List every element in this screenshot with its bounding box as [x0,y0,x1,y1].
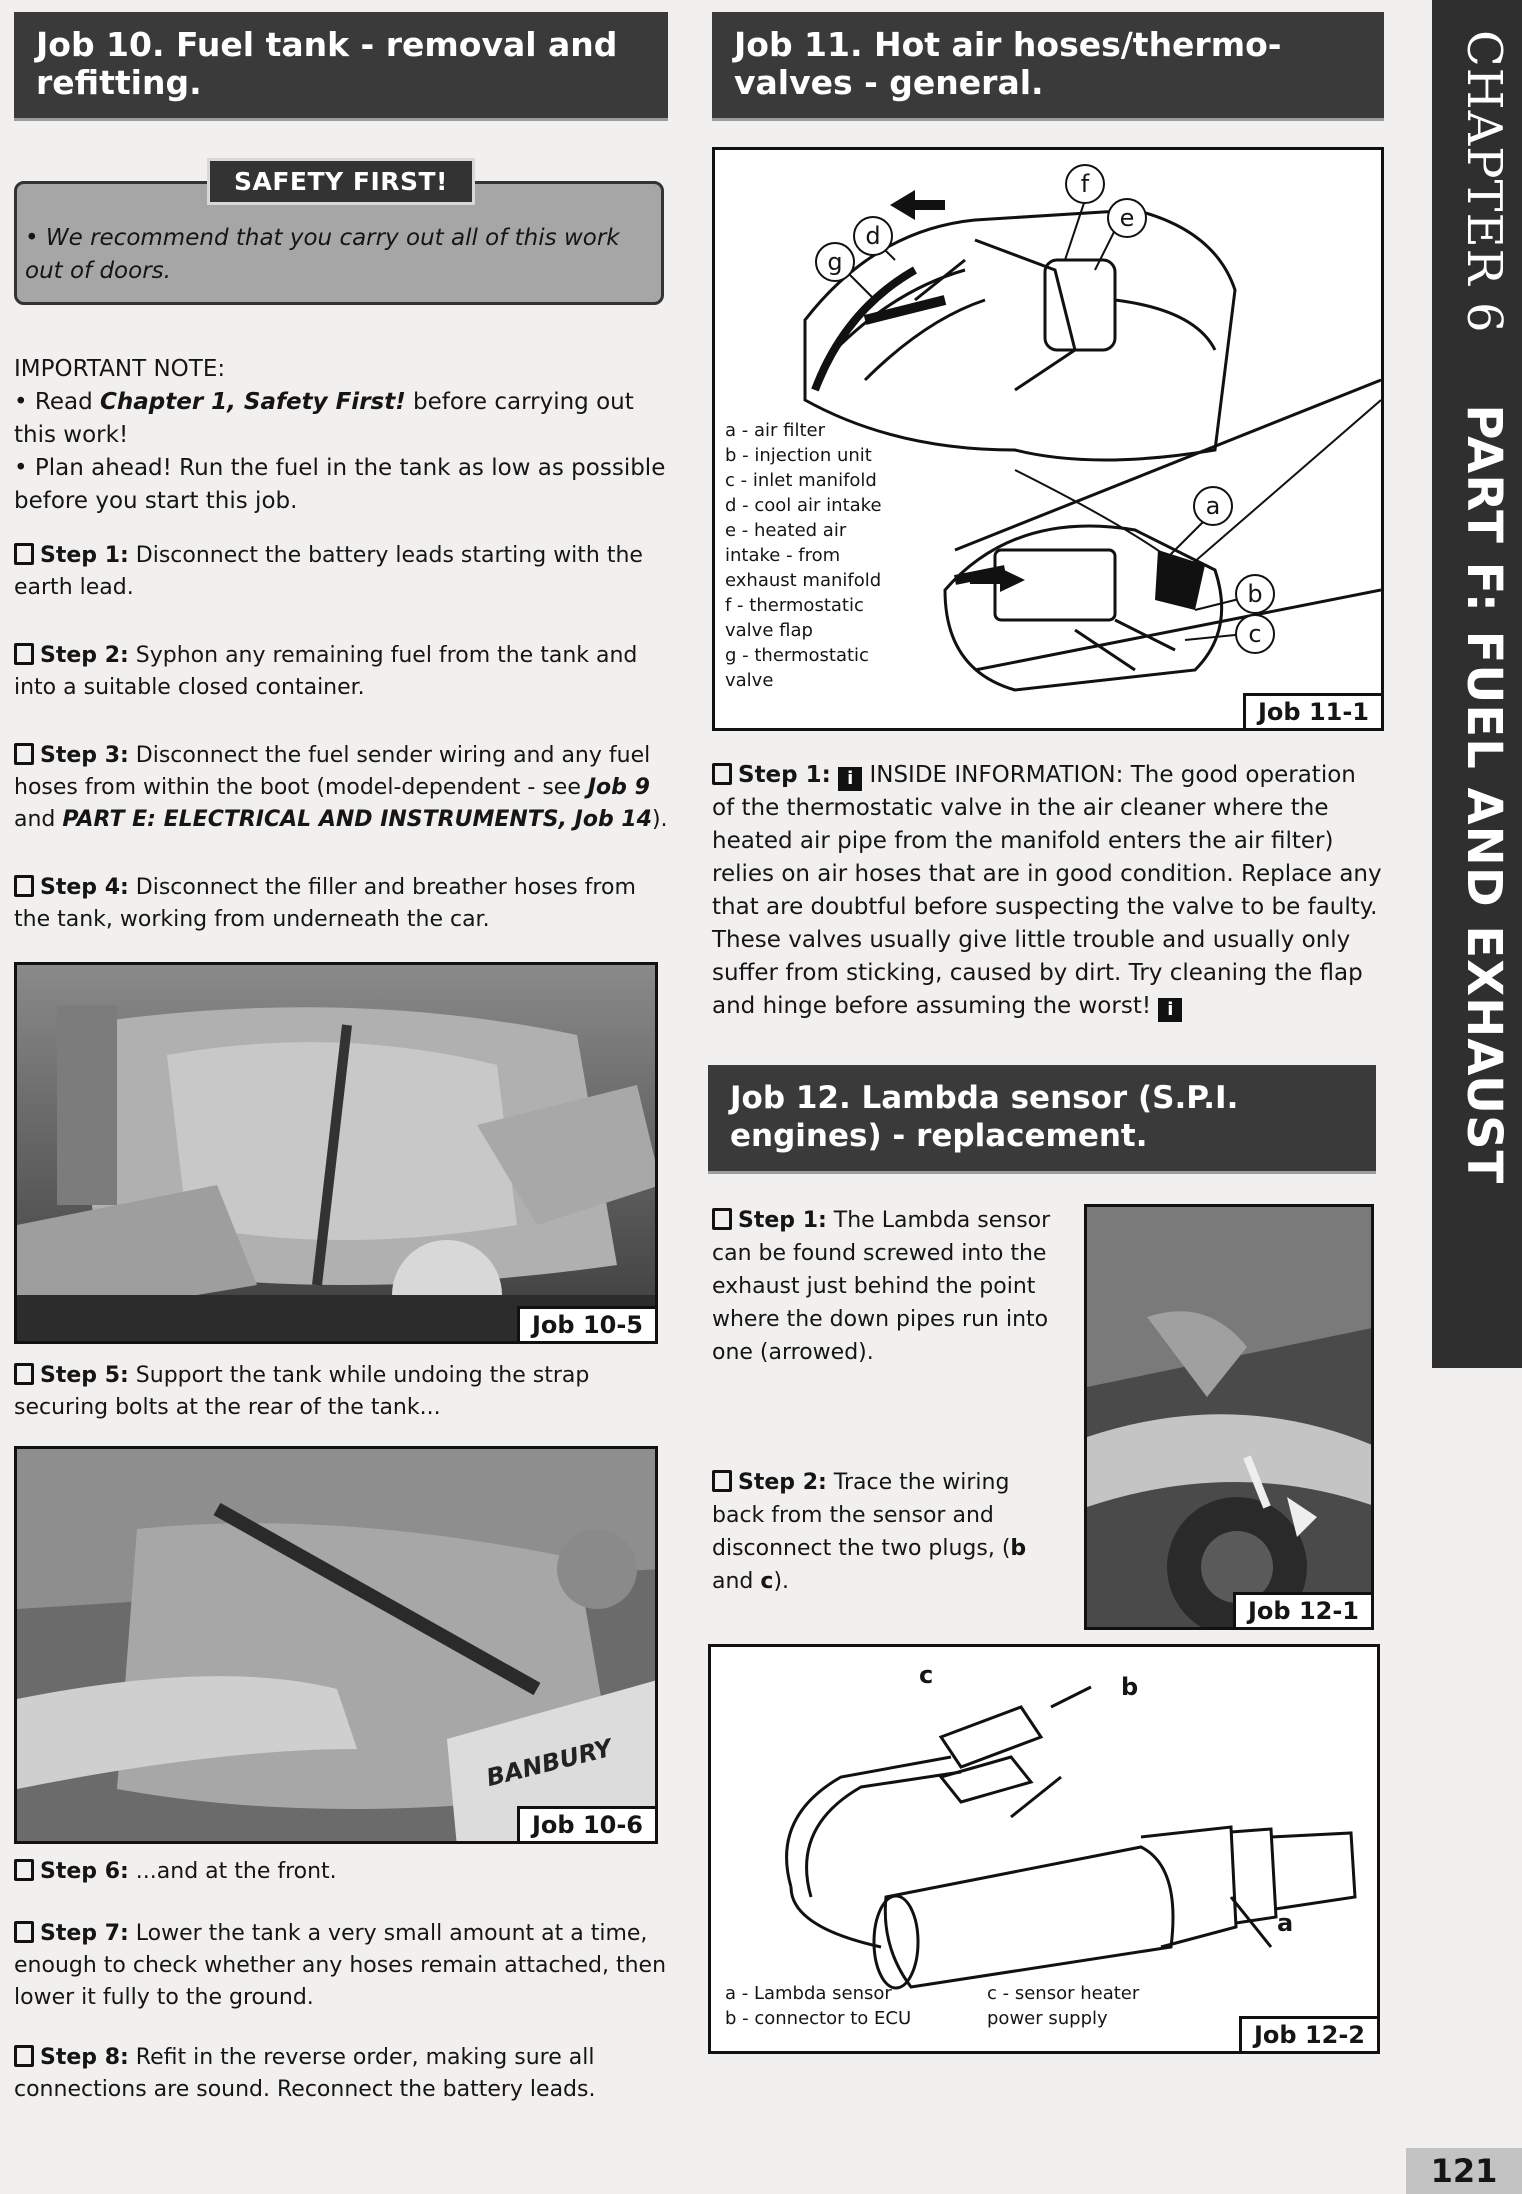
info-icon: i [838,767,862,791]
job10-step5: Step 5: Support the tank while undoing the strap securing bolts at the rear of the tank... [14,1363,590,1420]
diagram-caption: Job 12-2 [1239,2016,1377,2051]
photo-caption: Job 10-5 [517,1306,655,1341]
checkbox-icon [14,643,34,665]
job12-title: Job 12. Lambda sensor (S.P.I. engines) - replacement. [708,1065,1376,1174]
job11-title: Job 11. Hot air hoses/thermo-valves - general. [712,12,1384,121]
job12-step2: Step 2: Trace the wiring back from the sensor and disconnect the two plugs, (b and c). [712,1470,1027,1594]
legend-item: a - Lambda sensor [725,1983,892,2004]
callout-e: e [1107,198,1147,238]
safety-box [14,167,664,305]
legend-item: b - connector to ECU [725,2008,912,2029]
job10-step2: Step 2: Syphon any remaining fuel from the tank and into a suitable closed container. [14,643,638,700]
tank-underside-photo [17,965,658,1344]
callout-b: b [1235,574,1275,614]
callout-a: a [1193,486,1233,526]
job10-step6: Step 6: ...and at the front. [14,1856,668,1888]
page-number: 121 [1406,2148,1522,2194]
job10-step1: Step 1: Disconnect the battery leads starting with the earth lead. [14,543,643,600]
checkbox-icon [14,543,34,565]
callout-d: d [853,216,893,256]
callout-f: f [1065,164,1105,204]
job12-step1: Step 1: The Lambda sensor can be found screwed into the exhaust just behind the point where the down pipes run into one (arrowed). [712,1208,1051,1365]
diagram-job11-1 [712,147,1384,731]
checkbox-icon [14,2045,34,2067]
info-icon: i [1158,998,1182,1022]
side-part: PART F: FUEL AND EXHAUST [1456,404,1512,1185]
legend-item: e - heated air intake - from exhaust manifold [725,520,882,591]
diagram-caption: Job 11-1 [1243,693,1381,728]
note-item-1: • Read Chapter 1, Safety First! before carrying out this work! [14,389,634,448]
legend-item: a - air filter [725,420,825,441]
job11-step1: Step 1: i INSIDE INFORMATION: The good operation of the thermostatic valve in the air cleaner where the heated air pipe from the manifold enters the air filter) relies on air hoses that are in good condition. Replace any that are doubtful before suspecting the valve to be faulty. These valves usually give little trouble and usually only suffer from sticking, caused by dirt. Try cleaning the flap and hinge before assuming the worst! i [712,762,1382,1020]
tank-front-strap-photo [17,1449,658,1844]
photo-job12-1 [1084,1204,1374,1630]
left-column [14,12,668,2106]
photo-caption: Job 12-1 [1233,1592,1371,1627]
callout-c: c [919,1661,934,1689]
lambda-sensor-photo [1087,1207,1374,1630]
side-chapter: CHAPTER 6 [1456,30,1512,334]
checkbox-icon [14,1921,34,1943]
safety-text: • We recommend that you carry out all of this work out of doors. [25,225,620,284]
job12-legend-left [725,1981,985,2031]
job10-title: Job 10. Fuel tank - removal and refitting. [14,12,668,121]
checkbox-icon [14,875,34,897]
legend-item: c - sensor heater power supply [987,1983,1140,2029]
banbury-sign: BANBURY [483,1733,615,1793]
important-note [14,353,668,518]
important-label: IMPORTANT NOTE: [14,356,226,382]
diagram-job12-2 [708,1644,1380,2054]
side-tab-text [1442,30,1512,1350]
job11-legend [725,418,885,693]
job12-legend-right [987,1981,1197,2031]
legend-item: g - thermostatic valve [725,645,869,691]
callout-b: b [1121,1673,1139,1701]
callout-c: c [1235,614,1275,654]
photo-caption: Job 10-6 [517,1806,655,1841]
job10-step7: Step 7: Lower the tank a very small amount at a time, enough to check whether any hoses remain attached, then lower it fully to the ground. [14,1921,667,2010]
checkbox-icon [712,763,732,785]
checkbox-icon [712,1470,732,1492]
safety-title: SAFETY FIRST! [207,158,475,205]
legend-item: b - injection unit [725,445,872,466]
legend-item: f - thermostatic valve flap [725,595,864,641]
job10-step3: Step 3: Disconnect the fuel sender wiring and any fuel hoses from within the boot (model-dependent - see Job 9 and PART E: ELECTRICAL AND INSTRUMENTS, Job 14). [14,743,668,832]
checkbox-icon [14,1363,34,1385]
job12-step-area [712,1204,1384,1644]
checkbox-icon [14,743,34,765]
right-column [712,12,1384,2054]
job10-step8: Step 8: Refit in the reverse order, making sure all connections are sound. Reconnect the battery leads. [14,2045,596,2102]
job10-step4: Step 4: Disconnect the filler and breather hoses from the tank, working from underneath the car. [14,875,636,932]
legend-item: c - inlet manifold [725,470,877,491]
callout-g: g [815,242,855,282]
photo-job10-5 [14,962,658,1344]
checkbox-icon [712,1208,732,1230]
callout-a: a [1277,1909,1294,1937]
checkbox-icon [14,1859,34,1881]
photo-job10-6 [14,1446,658,1844]
legend-item: d - cool air intake [725,495,882,516]
note-item-2: • Plan ahead! Run the fuel in the tank as low as possible before you start this job. [14,455,666,514]
